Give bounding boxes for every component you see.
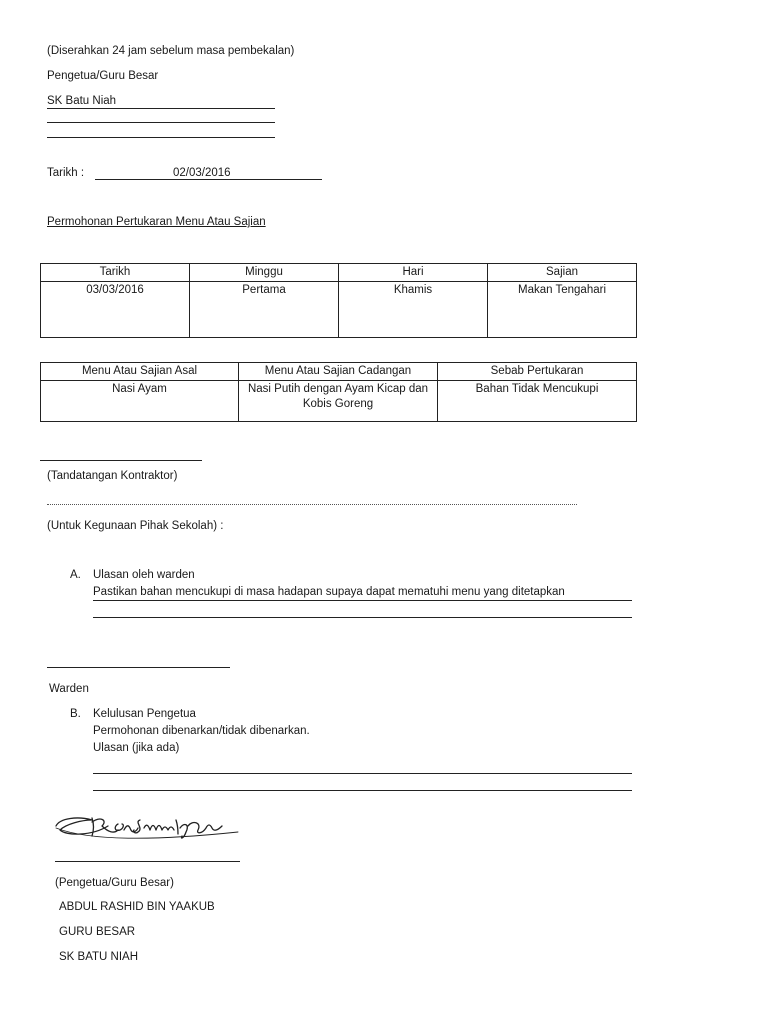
cell-tarikh: 03/03/2016 [41, 282, 190, 338]
cell-sajian: Makan Tengahari [488, 282, 637, 338]
remarks-label: Ulasan (jika ada) [93, 742, 180, 754]
header-original-menu: Menu Atau Sajian Asal [41, 363, 239, 381]
comment-line-1 [93, 600, 632, 601]
submission-note: (Diserahkan 24 jam sebelum masa pembekalan) [47, 45, 295, 57]
table-row [41, 282, 637, 338]
menu-change-table-header [41, 363, 637, 381]
separator-dotted-line [47, 504, 577, 505]
header-minggu: Minggu [190, 264, 339, 282]
principal-signature-image [52, 806, 242, 844]
principal-name: ABDUL RASHID BIN YAAKUB [59, 901, 215, 913]
school-use-label: (Untuk Kegunaan Pihak Sekolah) : [47, 520, 224, 532]
contractor-signature-label: (Tandatangan Kontraktor) [47, 470, 178, 482]
contractor-signature-line [40, 460, 202, 461]
section-a-marker: A. [70, 569, 81, 581]
schedule-table-header [41, 264, 637, 282]
warden-label: Warden [49, 683, 89, 695]
cell-change-reason: Bahan Tidak Mencukupi [438, 381, 637, 422]
address-line-2 [47, 122, 275, 123]
warden-comment: Pastikan bahan mencukupi di masa hadapan supaya dapat mematuhi menu yang ditetapkan [93, 586, 565, 598]
menu-change-table [40, 362, 637, 422]
section-b-title: Kelulusan Pengetua [93, 708, 196, 720]
cell-original-menu: Nasi Ayam [41, 381, 239, 422]
warden-signature-line [47, 667, 230, 668]
principal-signature-line [55, 861, 240, 862]
date-value: 02/03/2016 [173, 167, 231, 179]
remarks-line-1 [93, 773, 632, 774]
cell-proposed-menu: Nasi Putih dengan Ayam Kicap dan Kobis Goreng [239, 381, 438, 422]
date-label: Tarikh : [47, 167, 85, 179]
comment-line-2 [93, 617, 632, 618]
table-row [41, 381, 637, 422]
cell-hari: Khamis [339, 282, 488, 338]
school-name: SK Batu Niah [47, 95, 117, 107]
principal-role-label: (Pengetua/Guru Besar) [55, 877, 174, 889]
header-proposed-menu: Menu Atau Sajian Cadangan [239, 363, 438, 381]
principal-school: SK BATU NIAH [59, 951, 139, 963]
approval-options: Permohonan dibenarkan/tidak dibenarkan. [93, 725, 310, 737]
subject-title: Permohonan Pertukaran Menu Atau Sajian [47, 216, 266, 228]
header-sajian: Sajian [488, 264, 637, 282]
schedule-table [40, 263, 637, 338]
address-line-3 [47, 137, 275, 138]
address-line-1 [47, 108, 275, 109]
principal-title: GURU BESAR [59, 926, 136, 938]
header-tarikh: Tarikh [41, 264, 190, 282]
addressee-title: Pengetua/Guru Besar [47, 70, 159, 82]
remarks-line-2 [93, 790, 632, 791]
date-underline [95, 179, 322, 180]
header-change-reason: Sebab Pertukaran [438, 363, 637, 381]
cell-minggu: Pertama [190, 282, 339, 338]
section-a-title: Ulasan oleh warden [93, 569, 195, 581]
header-hari: Hari [339, 264, 488, 282]
section-b-marker: B. [70, 708, 81, 720]
